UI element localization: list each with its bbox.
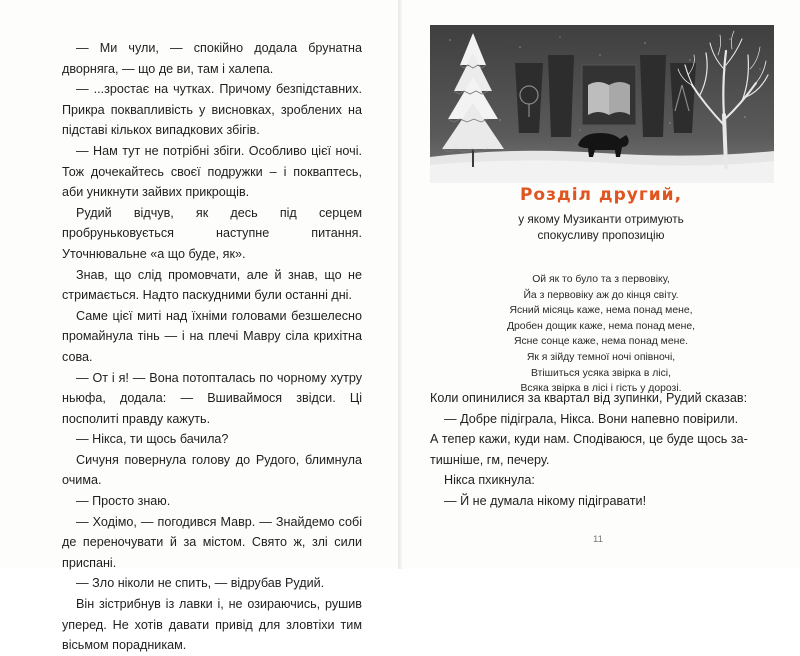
paragraph: Нікса пхикнула: xyxy=(444,473,535,488)
paragraph: — Зло ніколи не спить, — відрубав Рудий. xyxy=(76,576,325,591)
poem-line: Втішиться усяка звірка в лісі, xyxy=(531,367,671,379)
poem-line: Ясний місяць каже, нема понад мене, xyxy=(509,305,693,317)
paragraph: — Й не думала нікому підігравати! xyxy=(444,493,647,508)
right-page-text xyxy=(430,388,760,512)
chapter-subtitle xyxy=(402,211,800,243)
chapter-subtitle-line: у якому Музиканти отримують xyxy=(518,212,684,226)
poem-line: Ясне сонце каже, нема понад мене. xyxy=(513,336,688,348)
paragraph: — Нам тут не потрібні збіги. Особливо цієї ночі. Тож дочекайтесь своєї подружки – і покваптесь, аби уникнути зайвих прикрощів. xyxy=(62,143,362,200)
paragraph: — Ходімо, — погодився Мавр. — Знайдемо собі де переночувати й за містом. Свято ж, злі сили приспані. xyxy=(62,514,362,570)
paragraph: Саме цієї миті над їхніми головами безшелесно промайнула тінь — і на плечі Мавру сіла крихітна сова. xyxy=(62,308,362,364)
paragraph: тишніше, гм, печеру. xyxy=(430,452,550,467)
paragraph: Він зістрибнув із лавки і, не озираючись, рушив уперед. Не хотів давати привід для зловтіхи тим вісьмом порадникам. xyxy=(62,597,362,653)
left-page-text xyxy=(62,38,362,656)
paragraph: — Нікса, ти щось бачила? xyxy=(76,432,229,447)
paragraph: — Ми чули, — спокійно додала брунатна дворняга, — що де ви, там і халепа. xyxy=(62,41,362,76)
left-page xyxy=(0,0,398,653)
right-page xyxy=(402,0,800,569)
poem-line: Йа з первовіку аж до кінця світу. xyxy=(523,289,679,301)
paragraph: Коли опинилися за квартал від зупинки, Рудий сказав: xyxy=(430,391,748,405)
chapter-illustration xyxy=(430,25,774,183)
paragraph: — Добре підіграла, Нікса. Вони напевно повірили. xyxy=(444,411,739,426)
poem-line: Ой як то було та з первовіку, xyxy=(532,274,670,285)
paragraph: — Просто знаю. xyxy=(76,494,171,509)
chapter-subtitle-line: спокусливу пропозицію xyxy=(537,228,665,242)
poem-line: Дробен дощик каже, нема понад мене, xyxy=(506,320,696,332)
paragraph: — ...зростає на чутках. Причому безпідставних. Прикра поквапливість у висновках, зроблених на підставі кількох випадкових збігів. xyxy=(62,82,362,138)
paragraph: — От і я! — Вона потопталась по чорному хутру ньюфа, додала: — Вшиваймося звідси. Ці посполиті правду кажуть. xyxy=(62,370,362,426)
poem-line: Як я зійду темної ночі опівночі, xyxy=(526,351,676,363)
epigraph-poem xyxy=(402,272,800,397)
page-number: 11 xyxy=(593,534,603,545)
chapter-title: Розділ другий, xyxy=(519,185,683,205)
paragraph: Знав, що слід промовчати, але й знав, що не стримається. Надто паскудними були останні дні. xyxy=(62,267,362,303)
paragraph: Сичуня повернула голову до Рудого, блимнула очима. xyxy=(62,452,362,488)
paragraph: Рудий відчув, як десь під серцем пробруньковується наступне питання. Уточнювальне «а що буде, як». xyxy=(62,205,362,261)
paragraph: А тепер кажи, куди нам. Сподіваюся, це буде щось за- xyxy=(430,432,748,447)
poem-line: Всяка звірка в лісі і гість у дорозі. xyxy=(520,383,682,395)
